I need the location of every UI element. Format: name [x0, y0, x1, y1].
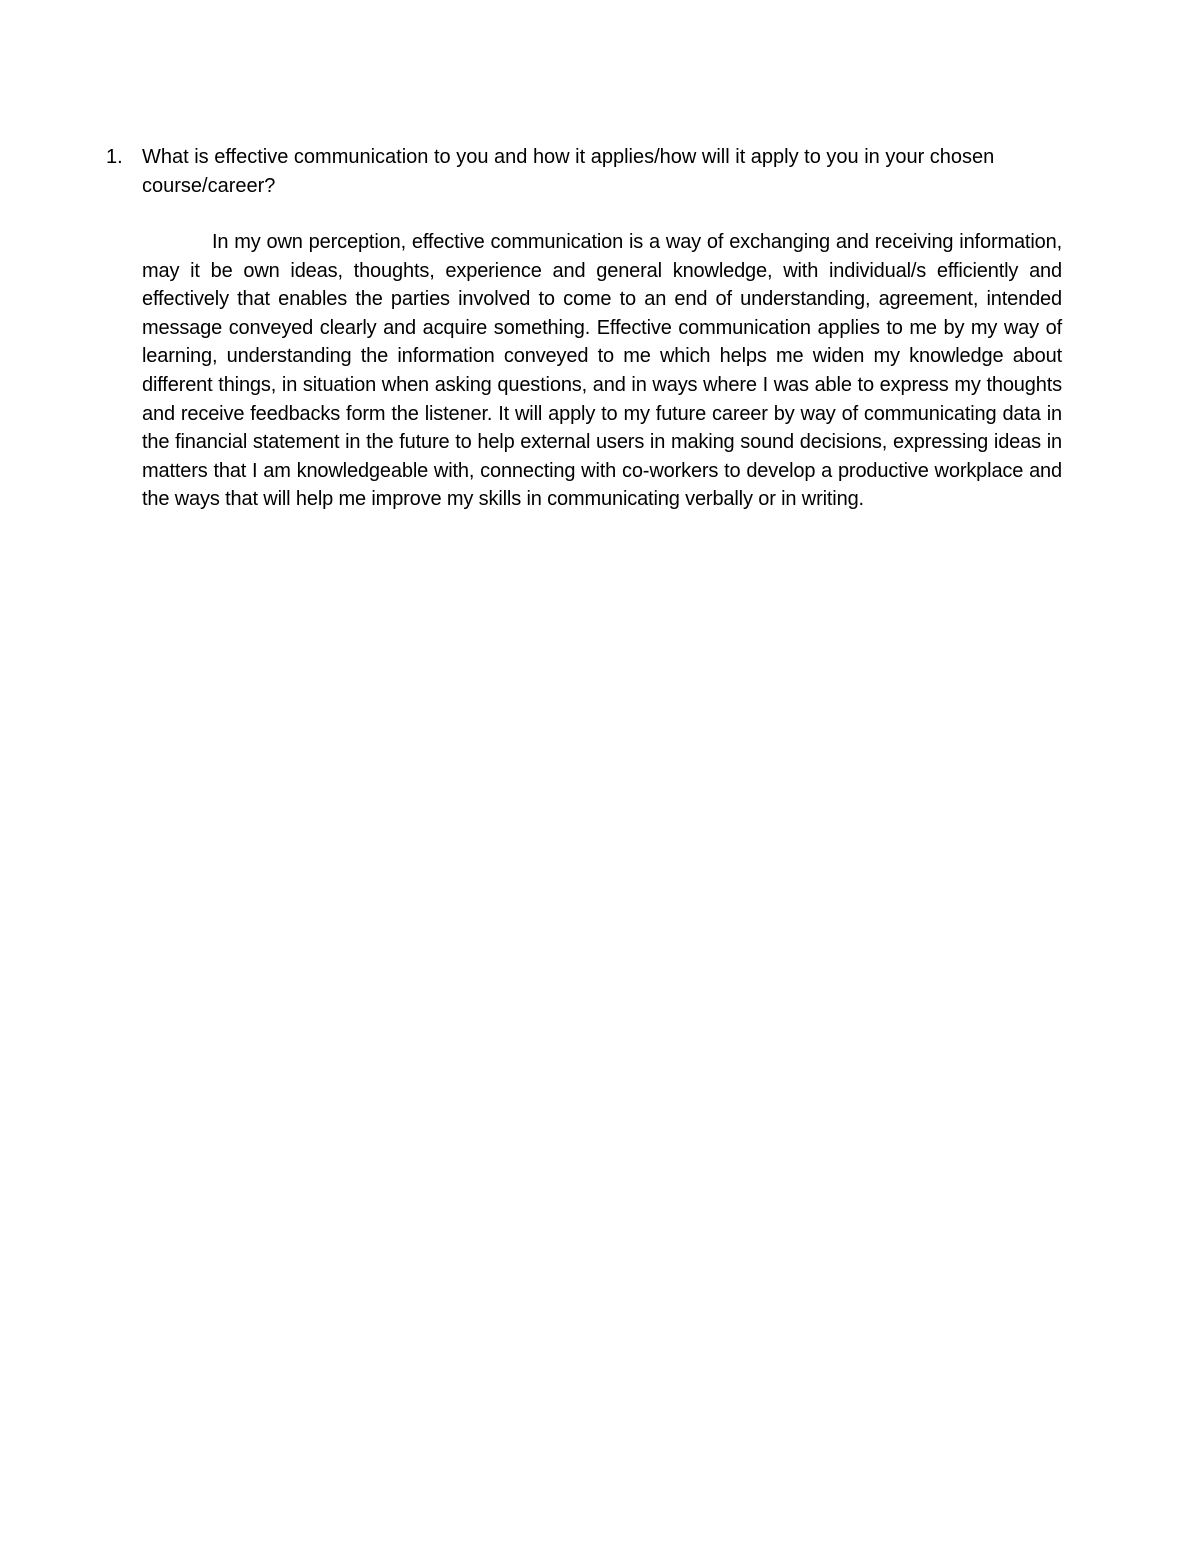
question-text: What is effective communication to you and how it applies/how will it apply to you in your chosen course/career?: [142, 146, 995, 197]
question-item: [106, 143, 1036, 201]
answer-paragraph: In my own perception, effective communication is a way of exchanging and receiving information, may it be own ideas, thoughts, experience and general knowledge, with individual/s efficiently and effectively that enables the parties involved to come to an end of understanding, agreement, intended message conveyed clearly and acquire something. Effective communication applies to me by my way of learning, understanding the information conveyed to me which helps me widen my knowledge about different things, in situation when asking questions, and in ways where I was able to express my thoughts and receive feedbacks form the listener. It will apply to my future career by way of communicating data in the financial statement in the future to help external users in making sound decisions, expressing ideas in matters that I am knowledgeable with, connecting with co-workers to develop a productive workplace and the ways that will help me improve my skills in communicating verbally or in writing.: [142, 231, 1062, 511]
question-number: 1.: [106, 146, 123, 168]
